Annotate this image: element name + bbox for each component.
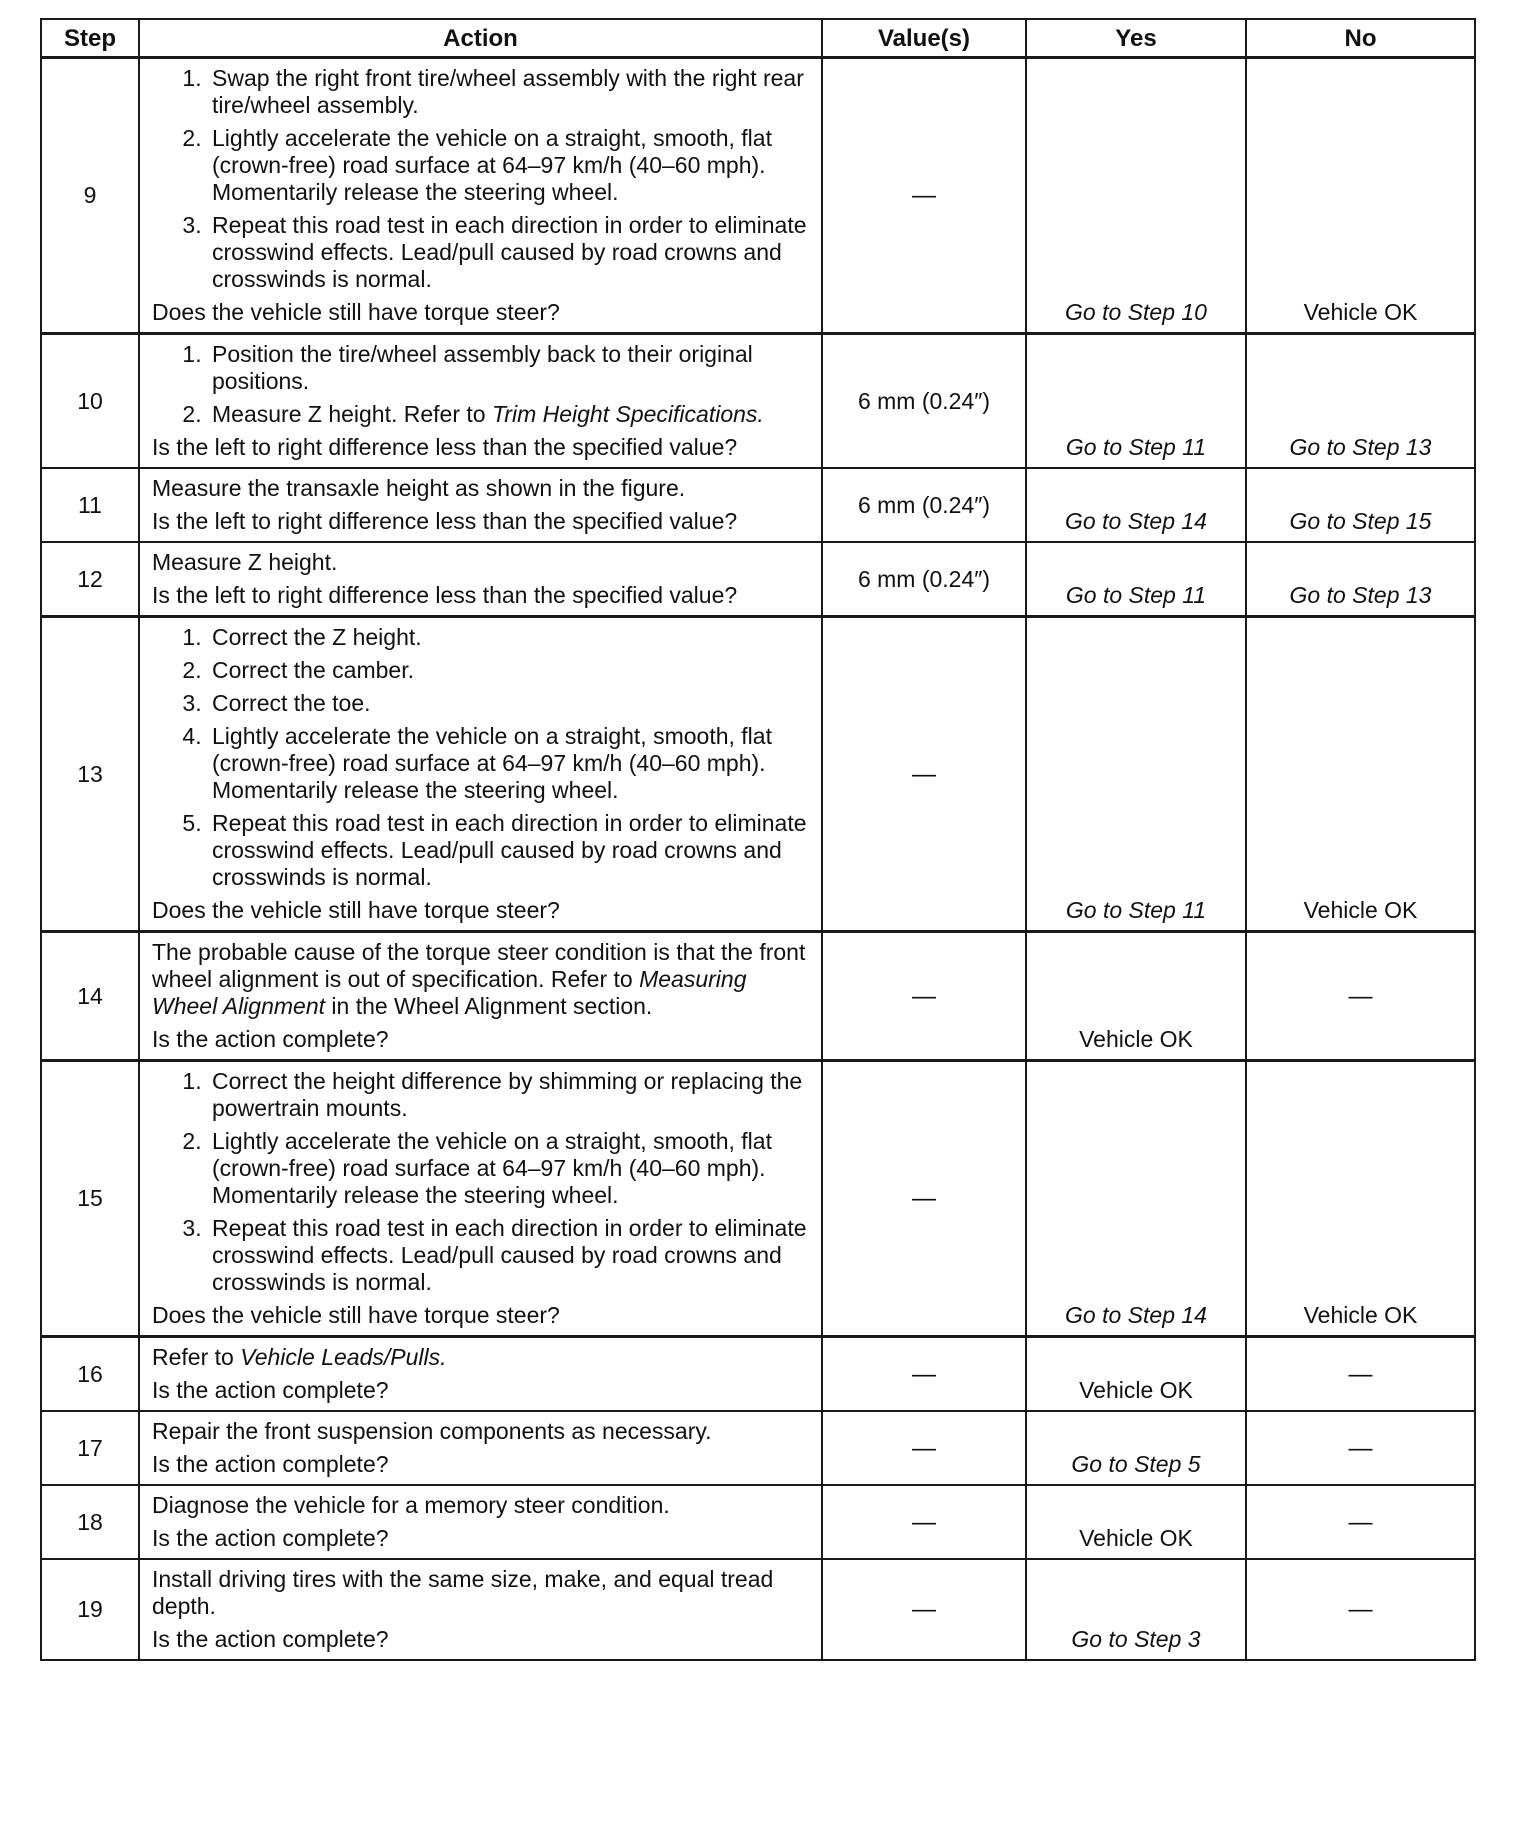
yes-cell: Go to Step 5 bbox=[1026, 1411, 1246, 1485]
action-question: Is the action complete? bbox=[152, 1451, 389, 1477]
action-item: 5. Repeat this road test in each direction in order to eliminate crosswind effects. Lead/pull caused by road crowns and crosswinds is normal. bbox=[208, 810, 811, 891]
step-number: 17 bbox=[41, 1411, 139, 1485]
action-list bbox=[152, 1068, 811, 1296]
action-question: Is the action complete? bbox=[152, 1026, 389, 1052]
step-number: 11 bbox=[41, 468, 139, 542]
header-yes: Yes bbox=[1026, 19, 1246, 58]
yes-cell: Vehicle OK bbox=[1026, 932, 1246, 1061]
action-item: 3. Repeat this road test in each direction in order to eliminate crosswind effects. Lead/pull caused by road crowns and crosswinds is normal. bbox=[208, 1215, 811, 1296]
action-question: Is the action complete? bbox=[152, 1525, 389, 1551]
value-cell: 6 mm (0.24″) bbox=[822, 542, 1026, 617]
action-cell bbox=[139, 1061, 822, 1337]
header-values: Value(s) bbox=[822, 19, 1026, 58]
step-number: 19 bbox=[41, 1559, 139, 1660]
step-number: 9 bbox=[41, 58, 139, 334]
yes-cell: Vehicle OK bbox=[1026, 1337, 1246, 1412]
table-row-step-17 bbox=[41, 1411, 1475, 1485]
yes-cell: Go to Step 11 bbox=[1026, 334, 1246, 469]
action-question: Is the left to right difference less than the specified value? bbox=[152, 434, 738, 460]
action-text: Install driving tires with the same size, make, and equal tread depth. bbox=[152, 1566, 774, 1619]
yes-cell: Go to Step 11 bbox=[1026, 542, 1246, 617]
action-text: Refer to bbox=[152, 1344, 241, 1370]
action-cell bbox=[139, 932, 822, 1061]
yes-cell: Go to Step 14 bbox=[1026, 468, 1246, 542]
action-text: Measure Z height. bbox=[152, 549, 338, 575]
action-item: 1. Position the tire/wheel assembly back to their original positions. bbox=[208, 341, 811, 395]
table-row-step-18 bbox=[41, 1485, 1475, 1559]
action-cell bbox=[139, 1411, 822, 1485]
action-list bbox=[152, 624, 811, 891]
action-cell bbox=[139, 542, 822, 617]
step-number: 12 bbox=[41, 542, 139, 617]
reference-link-text: Trim Height Specifications. bbox=[491, 401, 764, 427]
action-item: 3. Repeat this road test in each direction in order to eliminate crosswind effects. Lead/pull caused by road crowns and crosswinds is normal. bbox=[208, 212, 811, 293]
action-text: Repair the front suspension components as necessary. bbox=[152, 1418, 712, 1444]
action-item: 1. Correct the height difference by shimming or replacing the powertrain mounts. bbox=[208, 1068, 811, 1122]
action-question: Does the vehicle still have torque steer? bbox=[152, 897, 560, 923]
value-cell: — bbox=[822, 1337, 1026, 1412]
value-cell: — bbox=[822, 1061, 1026, 1337]
step-number: 13 bbox=[41, 617, 139, 932]
action-question: Is the left to right difference less than the specified value? bbox=[152, 508, 738, 534]
reference-link-text: Measuring Wheel Alignment bbox=[152, 966, 747, 1019]
action-cell bbox=[139, 58, 822, 334]
action-question: Is the action complete? bbox=[152, 1377, 389, 1403]
action-cell bbox=[139, 1559, 822, 1660]
header-action: Action bbox=[139, 19, 822, 58]
action-text-block bbox=[152, 1344, 811, 1371]
step-number: 10 bbox=[41, 334, 139, 469]
diagnostic-table bbox=[40, 18, 1476, 1661]
table-header-row bbox=[41, 19, 1475, 58]
no-cell: — bbox=[1246, 1559, 1475, 1660]
action-item: 2. Correct the camber. bbox=[208, 657, 811, 684]
action-text: The probable cause of the torque steer condition is that the front wheel alignment is out of specification. Refer to bbox=[152, 939, 806, 992]
action-list bbox=[152, 341, 811, 428]
action-text: Diagnose the vehicle for a memory steer condition. bbox=[152, 1492, 670, 1518]
action-cell bbox=[139, 468, 822, 542]
action-item: 2. Lightly accelerate the vehicle on a straight, smooth, flat (crown-free) road surface at 64–97 km/h (40–60 mph). Momentarily release the steering wheel. bbox=[208, 125, 811, 206]
action-text-block bbox=[152, 939, 811, 1020]
no-cell: Go to Step 15 bbox=[1246, 468, 1475, 542]
step-number: 15 bbox=[41, 1061, 139, 1337]
table-row-step-15 bbox=[41, 1061, 1475, 1337]
no-cell: Vehicle OK bbox=[1246, 1061, 1475, 1337]
action-question: Does the vehicle still have torque steer? bbox=[152, 1302, 560, 1328]
action-cell bbox=[139, 1337, 822, 1412]
value-cell: 6 mm (0.24″) bbox=[822, 334, 1026, 469]
action-text: in the Wheel Alignment section. bbox=[325, 993, 653, 1019]
no-cell: — bbox=[1246, 1337, 1475, 1412]
table-row-step-19 bbox=[41, 1559, 1475, 1660]
action-item: 1. Swap the right front tire/wheel assembly with the right rear tire/wheel assembly. bbox=[208, 65, 811, 119]
yes-cell: Go to Step 10 bbox=[1026, 58, 1246, 334]
no-cell: Vehicle OK bbox=[1246, 58, 1475, 334]
action-text: Measure Z height. Refer to bbox=[212, 401, 492, 427]
value-cell: — bbox=[822, 1485, 1026, 1559]
no-cell: — bbox=[1246, 932, 1475, 1061]
yes-cell: Go to Step 14 bbox=[1026, 1061, 1246, 1337]
action-question: Is the action complete? bbox=[152, 1626, 389, 1652]
step-number: 16 bbox=[41, 1337, 139, 1412]
reference-link-text: Vehicle Leads/Pulls. bbox=[240, 1344, 447, 1370]
header-no: No bbox=[1246, 19, 1475, 58]
action-question: Does the vehicle still have torque steer? bbox=[152, 299, 560, 325]
yes-cell: Vehicle OK bbox=[1026, 1485, 1246, 1559]
no-cell: Go to Step 13 bbox=[1246, 542, 1475, 617]
action-item: 1. Correct the Z height. bbox=[208, 624, 811, 651]
no-cell: Go to Step 13 bbox=[1246, 334, 1475, 469]
value-cell: — bbox=[822, 1559, 1026, 1660]
value-cell: — bbox=[822, 58, 1026, 334]
value-cell: — bbox=[822, 1411, 1026, 1485]
step-number: 18 bbox=[41, 1485, 139, 1559]
yes-cell: Go to Step 11 bbox=[1026, 617, 1246, 932]
table-row-step-14 bbox=[41, 932, 1475, 1061]
yes-cell: Go to Step 3 bbox=[1026, 1559, 1246, 1660]
value-cell: — bbox=[822, 617, 1026, 932]
table-row-step-12 bbox=[41, 542, 1475, 617]
action-list bbox=[152, 65, 811, 293]
value-cell: — bbox=[822, 932, 1026, 1061]
action-item: 4. Lightly accelerate the vehicle on a straight, smooth, flat (crown-free) road surface at 64–97 km/h (40–60 mph). Momentarily release the steering wheel. bbox=[208, 723, 811, 804]
table-row-step-11 bbox=[41, 468, 1475, 542]
action-question: Is the left to right difference less than the specified value? bbox=[152, 582, 738, 608]
action-cell bbox=[139, 1485, 822, 1559]
action-cell bbox=[139, 334, 822, 469]
step-number: 14 bbox=[41, 932, 139, 1061]
table-row-step-13 bbox=[41, 617, 1475, 932]
no-cell: — bbox=[1246, 1411, 1475, 1485]
action-text: Measure the transaxle height as shown in the figure. bbox=[152, 475, 686, 501]
table-row-step-10 bbox=[41, 334, 1475, 469]
diagnostic-table-page bbox=[40, 18, 1474, 1661]
no-cell: Vehicle OK bbox=[1246, 617, 1475, 932]
table-row-step-9 bbox=[41, 58, 1475, 334]
action-item: 2. Lightly accelerate the vehicle on a straight, smooth, flat (crown-free) road surface at 64–97 km/h (40–60 mph). Momentarily release the steering wheel. bbox=[208, 1128, 811, 1209]
action-item bbox=[208, 401, 811, 428]
no-cell: — bbox=[1246, 1485, 1475, 1559]
value-cell: 6 mm (0.24″) bbox=[822, 468, 1026, 542]
action-cell bbox=[139, 617, 822, 932]
header-step: Step bbox=[41, 19, 139, 58]
action-item: 3. Correct the toe. bbox=[208, 690, 811, 717]
table-row-step-16 bbox=[41, 1337, 1475, 1412]
